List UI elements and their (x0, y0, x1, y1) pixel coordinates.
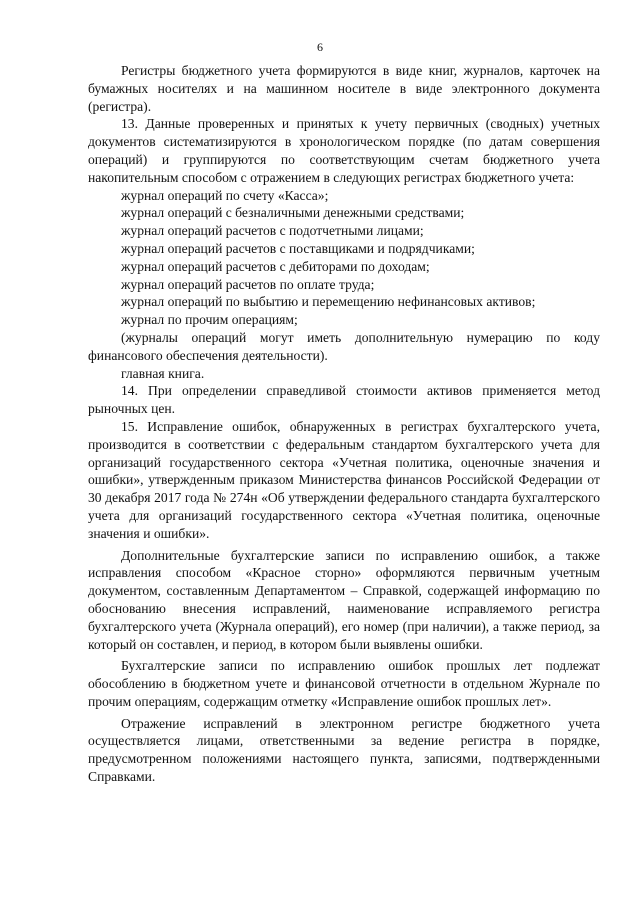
list-item: журнал операций по выбытию и перемещению нефинансовых активов; (121, 294, 536, 310)
paragraph-prior-years: Бухгалтерские записи по исправлению ошибок прошлых лет подлежат обособлению в бюджетном учете и финансовой отчетности в отдельном Журнале по прочим операциям, содержащим отметку «Исправление ошибок прошлых лет». (88, 658, 600, 709)
paragraph-13: 13. Данные проверенных и принятых к учету первичных (сводных) учетных документов систематизируются в хронологическом порядке (по датам совершения операций) и группируются по соответствующим счетам бюджетного учета накопительным способом с отражением в следующих регистрах бюджетного учета: (88, 116, 600, 185)
paragraph-registers: Регистры бюджетного учета формируются в виде книг, журналов, карточек на бумажных носителях и на машинном носителе в виде электронного документа (регистра). (88, 63, 600, 114)
list-item: журнал операций расчетов с поставщиками и подрядчиками; (121, 240, 475, 256)
list-item: журнал операций расчетов с дебиторами по доходам; (121, 258, 430, 274)
list-item: журнал операций расчетов с подотчетными лицами; (121, 223, 424, 239)
document-body (88, 62, 600, 786)
journal-list (88, 187, 600, 329)
paragraph-electronic-register: Отражение исправлений в электронном регистре бюджетного учета осуществляется лицами, ответственными за ведение регистра в порядке, предусмотренном положениями настоящего пункта, записями, подтвержденными Справками. (88, 715, 600, 785)
paragraph-15: 15. Исправление ошибок, обнаруженных в регистрах бухгалтерского учета, производится в соответствии с федеральным стандартом бухгалтерского учета для организаций государственного сектора «Учетная политика, оценочные значения и ошибки», утвержденным приказом Министерства финансов Российской Федерации от 30 декабря 2017 года № 274н «Об утверждении федерального стандарта бухгалтерского учета для организаций государственного сектора «Учетная политика, оценочные значения и ошибки». (88, 418, 600, 541)
list-item: журнал операций расчетов по оплате труда; (121, 276, 375, 292)
list-item: журнал операций с безналичными денежными средствами; (121, 205, 465, 221)
paragraph-14: 14. При определении справедливой стоимости активов применяется метод рыночных цен. (88, 383, 600, 417)
list-item: журнал операций по счету «Касса»; (121, 187, 329, 203)
journals-note: (журналы операций могут иметь дополнительную нумерацию по коду финансового обеспечения деятельности). (88, 329, 600, 363)
main-book-item: главная книга. (121, 365, 205, 381)
page-number: 6 (317, 40, 323, 54)
paragraph-corrections: Дополнительные бухгалтерские записи по исправлению ошибок, а также исправления способом «Красное сторно» оформляются первичным учетным документом, составленным Департаментом – Справкой, содержащей информацию по обоснованию внесения исправлений, наименование исправляемого регистра бухгалтерского учета (Журнала операций), его номер (при наличии), а также период, за который он составлен, и период, в котором были выявлены ошибки. (88, 547, 600, 652)
list-item: журнал по прочим операциям; (121, 312, 298, 328)
